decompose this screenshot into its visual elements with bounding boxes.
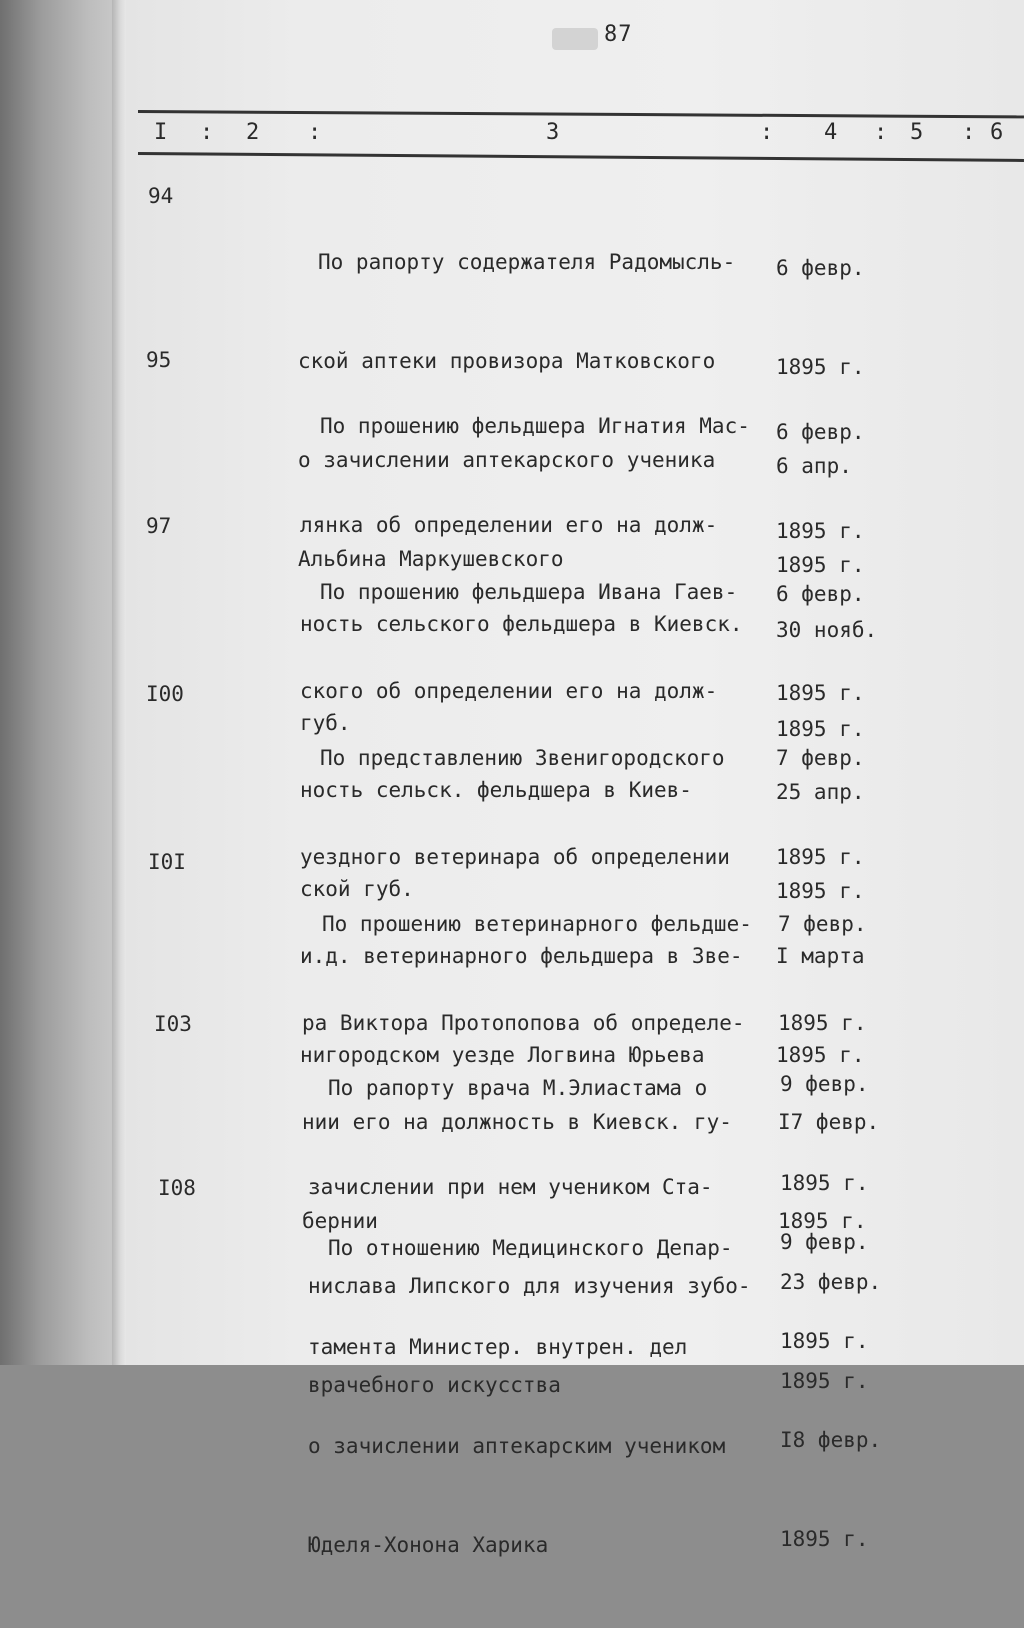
description-line: о зачислении аптекарским учеником (308, 1434, 726, 1458)
description-line: ра Виктора Протопопова об определе- (302, 1011, 745, 1035)
entry-number: I00 (146, 682, 184, 706)
description-line: о зачислении аптекарского ученика (298, 448, 716, 472)
date-line: 1895 г. (776, 355, 865, 379)
description-line: и.д. ветеринарного фельдшера в Зве- (300, 944, 743, 968)
document-page (124, 0, 1024, 1557)
date-line: 9 февр. (780, 1230, 869, 1254)
description-line: ность сельского фельдшера в Киевск. (300, 612, 743, 636)
date-line: I8 февр. (780, 1428, 882, 1452)
description-line: По представлению Звенигородского (320, 746, 725, 770)
date-line: 1895 г. (776, 1043, 865, 1067)
description-line: губ. (300, 711, 351, 735)
date-line: 1895 г. (780, 1527, 869, 1551)
column-header-2: 2 (246, 120, 260, 145)
date-line: 1895 г. (776, 553, 865, 577)
description-line: ского об определении его на долж- (300, 679, 718, 703)
date-line: 1895 г. (776, 845, 865, 869)
description-line: По рапорту содержателя Радомысль- (318, 250, 736, 274)
date-line: 1895 г. (776, 717, 865, 741)
date-line: 1895 г. (778, 1011, 867, 1035)
description-line: уездного ветеринара об определении (300, 845, 730, 869)
description-line: ность сельск. фельдшера в Киев- (300, 778, 692, 802)
description-line: По прошению фельдшера Ивана Гаев- (320, 580, 738, 604)
description-line: нигородском уезде Логвина Юрьева (300, 1043, 705, 1067)
entry-number: I0I (148, 850, 186, 874)
entry-number: 95 (146, 348, 172, 372)
description-line: тамента Министер. внутрен. дел (308, 1335, 688, 1359)
entry-number: I08 (158, 1176, 196, 1200)
column-separator: : (962, 120, 976, 145)
description-line: По рапорту врача М.Элиастама о (328, 1076, 708, 1100)
header-rule-bottom (138, 152, 1024, 162)
date-line: 1895 г. (776, 879, 865, 903)
column-header-4: 4 (824, 120, 838, 145)
entry-number: I03 (154, 1012, 192, 1036)
column-separator: : (760, 120, 774, 145)
column-header-6: 6 (990, 120, 1004, 145)
column-header-1: I (154, 120, 168, 145)
date-line: 23 февр. (780, 1270, 882, 1294)
entry-dates (780, 1160, 881, 1622)
date-line: 1895 г. (780, 1369, 869, 1393)
date-line: 6 апр. (776, 454, 852, 478)
adjacent-page-edge (0, 0, 118, 1365)
date-line: 1895 г. (778, 1209, 867, 1233)
date-line: 7 февр. (778, 912, 867, 936)
date-line: 7 февр. (776, 746, 865, 770)
description-line: По прошению ветеринарного фельдше- (322, 912, 752, 936)
description-line: По прошению фельдшера Игнатия Мас- (320, 414, 750, 438)
description-line: Альбина Маркушевского (298, 547, 564, 571)
description-line: Юделя-Хонона Харика (308, 1533, 549, 1557)
column-header-5: 5 (910, 120, 924, 145)
entry-description (308, 1166, 778, 1628)
date-line: 6 февр. (776, 582, 865, 606)
description-line: нии его на должность в Киевск. гу- (302, 1110, 732, 1134)
description-line: лянка об определении его на долж- (300, 513, 718, 537)
column-separator: : (200, 120, 214, 145)
description-line: зачислении при нем учеником Ста- (308, 1175, 713, 1199)
entry-number: 97 (146, 514, 172, 538)
description-line: врачебного искусства (308, 1373, 561, 1397)
date-line: I7 февр. (778, 1110, 880, 1134)
description-line: ской губ. (300, 877, 414, 901)
date-line: 1895 г. (776, 681, 865, 705)
date-line: I марта (776, 944, 865, 968)
column-separator: : (874, 120, 888, 145)
date-line: 6 февр. (776, 256, 865, 280)
entry-number: 94 (148, 184, 174, 208)
column-separator: : (308, 120, 322, 145)
description-line: бернии (302, 1209, 378, 1233)
date-line: 30 нояб. (776, 618, 878, 642)
header-rule-top (138, 110, 1024, 118)
page-number: 87 (604, 22, 633, 47)
description-line: нислава Липского для изучения зубо- (308, 1274, 751, 1298)
description-line: По отношению Медицинского Депар- (328, 1236, 733, 1260)
archive-stamp (552, 28, 598, 50)
date-line: 1895 г. (780, 1171, 869, 1195)
date-line: 25 апр. (776, 780, 865, 804)
date-line: 6 февр. (776, 420, 865, 444)
description-line: ской аптеки провизора Матковского (298, 349, 716, 373)
column-header-3: 3 (546, 120, 560, 145)
date-line: 1895 г. (780, 1329, 869, 1353)
date-line: 9 февр. (780, 1072, 869, 1096)
date-line: 1895 г. (776, 519, 865, 543)
